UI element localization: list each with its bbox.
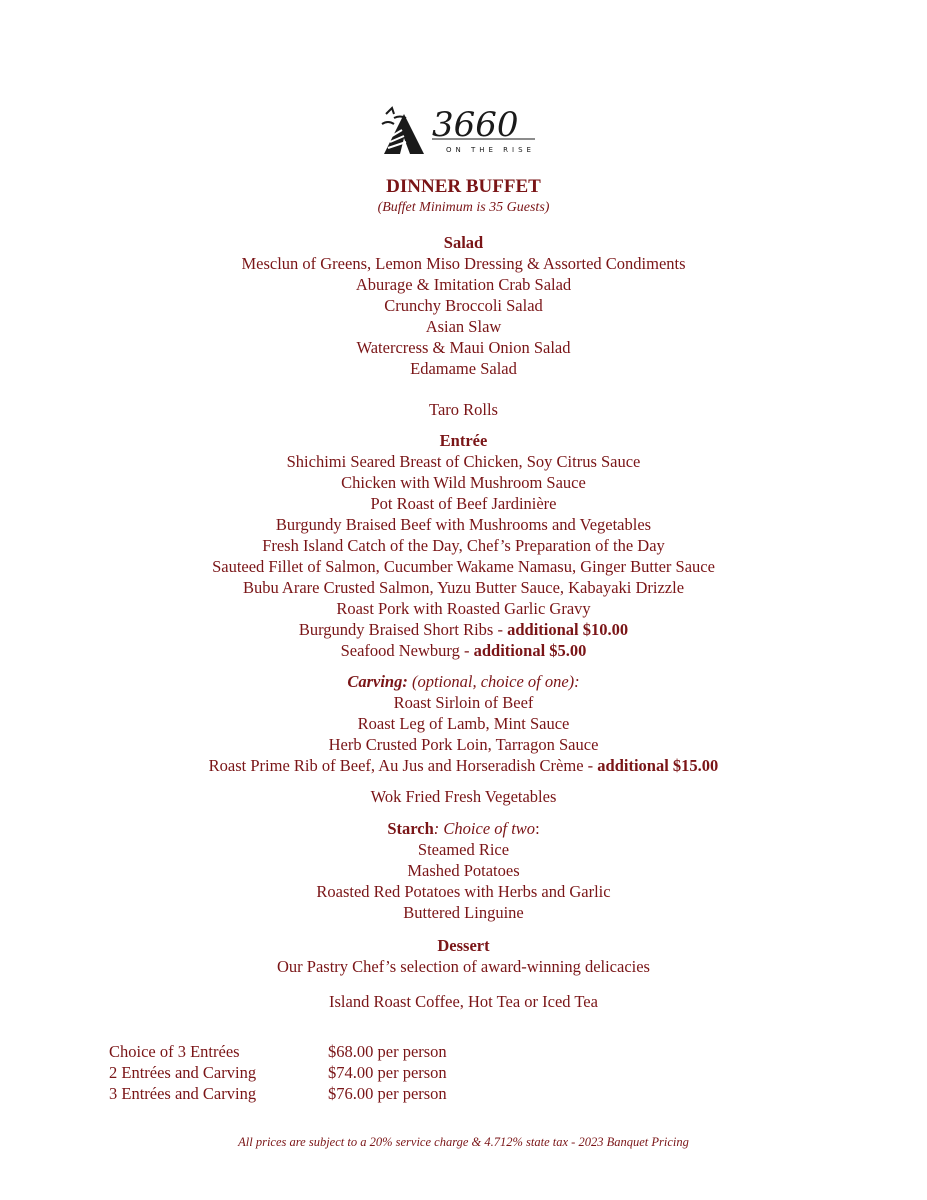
list-item <box>0 640 927 661</box>
list-item: Roasted Red Potatoes with Herbs and Garlic <box>316 882 611 901</box>
list-item <box>0 619 927 640</box>
footer-note: All prices are subject to a 20% service charge & 4.712% state tax - 2023 Banquet Pricing <box>238 1135 689 1149</box>
pricing-label: 3 Entrées and Carving <box>109 1084 257 1103</box>
extra-item-name: Roast Prime Rib of Beef, Au Jus and Horseradish Crème - <box>208 756 598 775</box>
carving-note: (optional, choice of one): <box>407 672 580 691</box>
list-item: Burgundy Braised Beef with Mushrooms and Vegetables <box>275 515 652 534</box>
menu-subtitle: (Buffet Minimum is 35 Guests) <box>377 200 550 215</box>
table-row <box>109 1083 447 1104</box>
list-item: Fresh Island Catch of the Day, Chef’s Preparation of the Day <box>262 536 665 555</box>
list-item: Sauteed Fillet of Salmon, Cucumber Wakame Namasu, Ginger Butter Sauce <box>212 557 715 576</box>
logo-tagline: ON THE RISE <box>446 146 535 154</box>
list-item: Aburage & Imitation Crab Salad <box>355 275 572 294</box>
list-item: Roast Sirloin of Beef <box>393 693 534 712</box>
beverages-line: Island Roast Coffee, Hot Tea or Iced Tea <box>329 992 598 1011</box>
pricing-table <box>109 1041 447 1104</box>
list-item: Edamame Salad <box>410 359 517 378</box>
list-item: Shichimi Seared Breast of Chicken, Soy Citrus Sauce <box>286 452 641 471</box>
table-row <box>109 1062 447 1083</box>
pricing-value: $74.00 per person <box>328 1063 447 1082</box>
dessert-text: Our Pastry Chef’s selection of award-winning delicacies <box>277 957 650 976</box>
dessert-section <box>0 935 927 977</box>
extra-item-name: Seafood Newburg - <box>340 641 474 660</box>
vegetables-line: Wok Fried Fresh Vegetables <box>370 787 557 806</box>
list-item: Pot Roast of Beef Jardinière <box>370 494 557 513</box>
pricing-value: $76.00 per person <box>328 1084 447 1103</box>
table-row <box>109 1041 447 1062</box>
pricing-label: Choice of 3 Entrées <box>109 1042 240 1061</box>
starch-colon: : <box>535 819 540 838</box>
list-item: Crunchy Broccoli Salad <box>384 296 543 315</box>
carving-section <box>0 671 927 776</box>
extra-item-price: additional $5.00 <box>473 641 587 660</box>
restaurant-logo <box>380 100 540 160</box>
list-item: Mesclun of Greens, Lemon Miso Dressing & Assorted Condiments <box>241 254 686 273</box>
menu-title: DINNER BUFFET <box>386 176 541 197</box>
logo-brand: 3660 <box>432 105 519 145</box>
entree-section <box>0 430 927 661</box>
extra-item-name: Burgundy Braised Short Ribs - <box>298 620 508 639</box>
list-item: Asian Slaw <box>425 317 502 336</box>
starch-heading: Starch <box>387 819 434 838</box>
salad-section <box>0 232 927 379</box>
extra-item-price: additional $15.00 <box>597 756 719 775</box>
extra-item-price: additional $10.00 <box>507 620 629 639</box>
starch-section <box>0 818 927 923</box>
list-item: Roast Leg of Lamb, Mint Sauce <box>357 714 570 733</box>
pricing-value: $68.00 per person <box>328 1042 447 1061</box>
list-item: Chicken with Wild Mushroom Sauce <box>341 473 586 492</box>
list-item: Buttered Linguine <box>403 903 524 922</box>
list-item: Mashed Potatoes <box>407 861 520 880</box>
carving-heading: Carving: <box>347 672 408 691</box>
pricing-label: 2 Entrées and Carving <box>109 1063 257 1082</box>
dessert-heading: Dessert <box>437 936 490 955</box>
list-item: Roast Pork with Roasted Garlic Gravy <box>336 599 591 618</box>
list-item: Steamed Rice <box>417 840 510 859</box>
entree-heading: Entrée <box>439 431 488 450</box>
list-item: Watercress & Maui Onion Salad <box>356 338 571 357</box>
list-item: Herb Crusted Pork Loin, Tarragon Sauce <box>328 735 599 754</box>
rolls-line: Taro Rolls <box>429 400 498 419</box>
salad-heading: Salad <box>443 233 484 252</box>
list-item: Bubu Arare Crusted Salmon, Yuzu Butter Sauce, Kabayaki Drizzle <box>242 578 685 597</box>
list-item <box>0 755 927 776</box>
starch-note: : Choice of two <box>433 819 536 838</box>
